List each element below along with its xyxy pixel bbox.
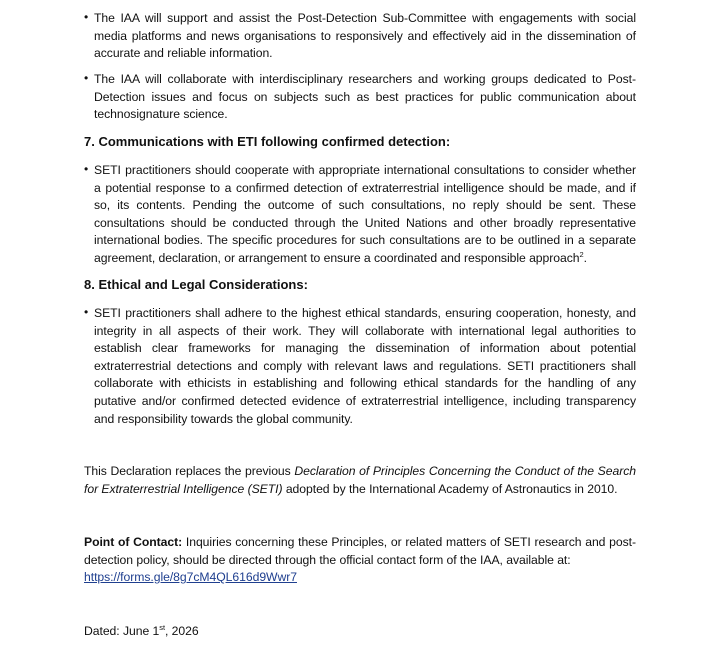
section-heading: 7. Communications with ETI following confirmed detection: bbox=[84, 134, 451, 149]
bullet-icon: • bbox=[84, 305, 89, 319]
replacement-paragraph: This Declaration replaces the previous Declaration of Principles Concerning the Conduct of the Search for Extraterrestrial Intelligence (SETI) adopted by the International Academy of Astronautics in 2010. bbox=[84, 464, 636, 496]
bullet-text: SETI practitioners should cooperate with appropriate international consultations to consider whether a potential response to a confirmed detection of extraterrestrial intelligence should be made, and if so, its contents. Pending the outcome of such consultations, no reply should be sent. These consultations should be conducted through the United Nations and other broadly representative international bodies. The specific procedures for such consultations are to be outlined in a separate agreement, declaration, or arrangement to ensure a coordinated and responsible approach$^2$. bbox=[94, 163, 636, 265]
section-heading: 8. Ethical and Legal Considerations: bbox=[84, 277, 308, 292]
contact-paragraph: Point of Contact: Inquiries concerning these Principles, or related matters of SETI research and post-detection policy, should be directed through the official contact form of the IAA, available at: https://forms.gle/8g7cM4QL616d9Wwr7 bbox=[84, 535, 636, 585]
list-item bbox=[84, 162, 636, 268]
contact-form-link[interactable]: https://forms.gle/8g7cM4QL616d9Wwr7 bbox=[84, 570, 297, 585]
bullet-icon: • bbox=[84, 162, 89, 176]
declaration-title: Declaration of Principles Concerning the Conduct of the Search for Extraterrestrial Intelligence (SETI) bbox=[84, 464, 636, 496]
contact-label: Point of Contact: bbox=[84, 535, 183, 549]
footnote-ref: 2 bbox=[579, 249, 584, 259]
bullet-text: SETI practitioners shall adhere to the highest ethical standards, ensuring cooperation, honesty, and integrity in all aspects of their work. They will collaborate with international legal authorities to establish clear frameworks for managing the dissemination of information about potential extraterrestrial detections and comply with relevant laws and regulations. SETI practitioners shall collaborate with ethicists in establishing and following ethical standards for the handling of any putative and/or confirmed detected evidence of extraterrestrial intelligence, including transparency and responsibility towards the global community. bbox=[94, 306, 636, 426]
bullet-text: The IAA will collaborate with interdisciplinary researchers and working groups dedicated to Post-Detection issues and focus on subjects such as best practices for public communication about technosignature science. bbox=[94, 72, 636, 122]
bullet-text: The IAA will support and assist the Post-Detection Sub-Committee with engagements with social media platforms and news organisations to responsively and effectively aid in the dissemination of accurate and reliable information. bbox=[94, 11, 636, 61]
list-item bbox=[84, 305, 636, 428]
list-item bbox=[84, 10, 636, 63]
bullet-icon: • bbox=[84, 71, 89, 85]
bullet-icon: • bbox=[84, 10, 89, 24]
date-line: Dated: June 1st, 2026 bbox=[84, 623, 199, 638]
list-item bbox=[84, 71, 636, 124]
